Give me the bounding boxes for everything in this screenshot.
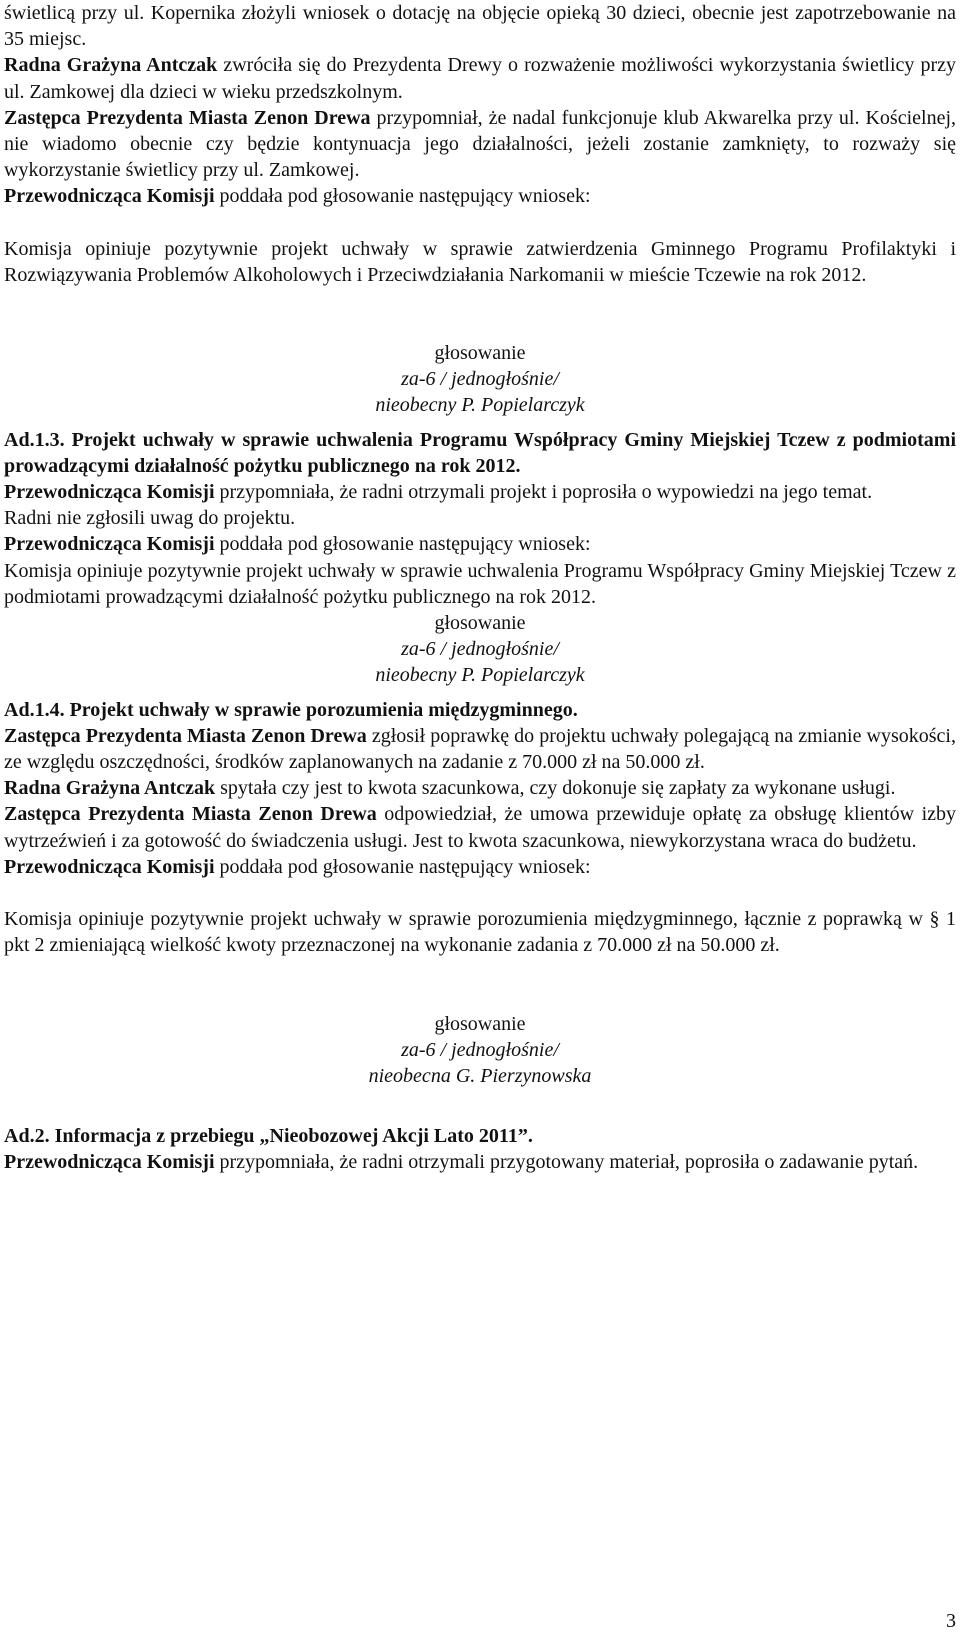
chair-motion-paragraph [4,531,956,557]
paragraph-text: przypomniała, że radni otrzymali przygotowany materiał, poprosiła o zadawanie pytań. [214,1151,919,1174]
vote-block [4,340,956,419]
paragraph-text: zgłosił poprawkę do projektu uchwały polegającą na zmianie wysokości, ze względu oszczędności, środków zaplanowanych na zadanie z 70.000 zł na 50.000 zł. [4,724,956,774]
chair-motion-paragraph [4,854,956,880]
drewa-answer-paragraph [4,801,956,853]
drewa-amendment-paragraph [4,723,956,775]
vote-block [4,1011,956,1090]
paragraph-text: zwróciła się do Prezydenta Drewy o rozważenie możliwości wykorzystania świetlicy przy ul. Zamkowej dla dzieci w wieku przedszkolnym. [4,54,956,103]
vote-result: za-6 / jednogłośnie/ [401,1038,559,1061]
vote-result: za-6 / jednogłośnie/ [401,638,559,661]
speaker-name: Radna Grażyna Antczak [4,777,216,800]
page-number: 3 [946,1610,956,1632]
speaker-name: Przewodnicząca Komisji [4,481,215,504]
paragraph-text: odpowiedział, że umowa przewiduje opłatę za obsługę klientów izby wytrzeźwień i za gotowość do świadczenia usługi. Jest to kwota szacunkowa, niewykorzystana wraca do budżetu. [4,803,957,852]
motion-text: Komisja opiniuje pozytywnie projekt uchwały w sprawie porozumienia międzygminnego, łącznie z poprawką w § 1 pkt 2 zmieniającą wielkość kwoty przeznaczonej na wykonanie zadania z 70.000 zł na 50.000 zł. [4,908,956,957]
speaker-name: Przewodnicząca Komisji [4,855,215,878]
section-heading-ad13: Ad.1.3. Projekt uchwały w sprawie uchwalenia Programu Współpracy Gminy Miejskiej Tczew z podmiotami prowadzącymi działalność pożytku publicznego na rok 2012. [4,428,956,477]
speaker-name: Przewodnicząca Komisji [4,185,215,208]
motion-text: Komisja opiniuje pozytywnie projekt uchwały w sprawie uchwalenia Programu Współpracy Gminy Miejskiej Tczew z podmiotami prowadzącymi działalność pożytku publicznego na rok 2012. [4,559,956,608]
drewa-paragraph [4,105,956,184]
section-heading-ad2: Ad.2. Informacja z przebiegu „Nieobozowej Akcji Lato 2011”. [4,1125,533,1148]
vote-absent: nieobecna G. Pierzynowska [368,1064,592,1087]
motion-text: Komisja opiniuje pozytywnie projekt uchwały w sprawie zatwierdzenia Gminnego Programu Profilaktyki i Rozwiązywania Problemów Alkoholowych i Przeciwdziałania Narkomanii w mieście Tczewie na rok 2012. [4,237,956,286]
speaker-name: Przewodnicząca Komisji [4,533,215,556]
section-heading-ad14: Ad.1.4. Projekt uchwały w sprawie porozumienia międzygminnego. [4,698,578,721]
vote-label: głosowanie [434,1012,526,1035]
antczak-question-paragraph [4,775,956,801]
antczak-paragraph [4,52,956,104]
no-remarks-paragraph: Radni nie zgłosili uwag do projektu. [4,507,296,530]
speaker-name: Zastępca Prezydenta Miasta Zenon Drewa [4,803,377,826]
vote-label: głosowanie [434,612,526,635]
chair-paragraph [4,1149,956,1175]
chair-paragraph [4,479,956,505]
paragraph-text: spytała czy jest to kwota szacunkowa, czy dokonuje się zapłaty za wykonane usługi. [215,777,896,800]
speaker-name: Zastępca Prezydenta Miasta Zenon Drewa [4,106,371,129]
speaker-name: Radna Grażyna Antczak [4,54,218,77]
vote-absent: nieobecny P. Popielarczyk [375,394,585,417]
paragraph-text: poddała pod głosowanie następujący wniosek: [214,185,591,208]
paragraph-text: poddała pod głosowanie następujący wniosek: [214,533,591,556]
speaker-name: Zastępca Prezydenta Miasta Zenon Drewa [4,724,367,747]
chair-motion-paragraph [4,183,956,209]
speaker-name: Przewodnicząca Komisji [4,1151,215,1174]
paragraph-text: przypomniał, że nadal funkcjonuje klub Akwarelka przy ul. Kościelnej, nie wiadomo obecnie czy będzie kontynuacja jego działalności, jeżeli zostanie zamknięty, to rozważy się wykorzystanie świetlicy przy ul. Zamkowej. [4,106,956,182]
paragraph-text: poddała pod głosowanie następujący wniosek: [214,855,591,878]
paragraph-text: przypomniała, że radni otrzymali projekt i poprosiła o wypowiedzi na jego temat. [214,481,873,504]
vote-result: za-6 / jednogłośnie/ [401,368,559,391]
vote-absent: nieobecny P. Popielarczyk [375,664,585,687]
vote-label: głosowanie [434,342,526,365]
vote-block [4,610,956,689]
intro-paragraph: świetlicą przy ul. Kopernika złożyli wniosek o dotację na objęcie opieką 30 dzieci, obecnie jest zapotrzebowanie na 35 miejsc. [4,2,956,51]
